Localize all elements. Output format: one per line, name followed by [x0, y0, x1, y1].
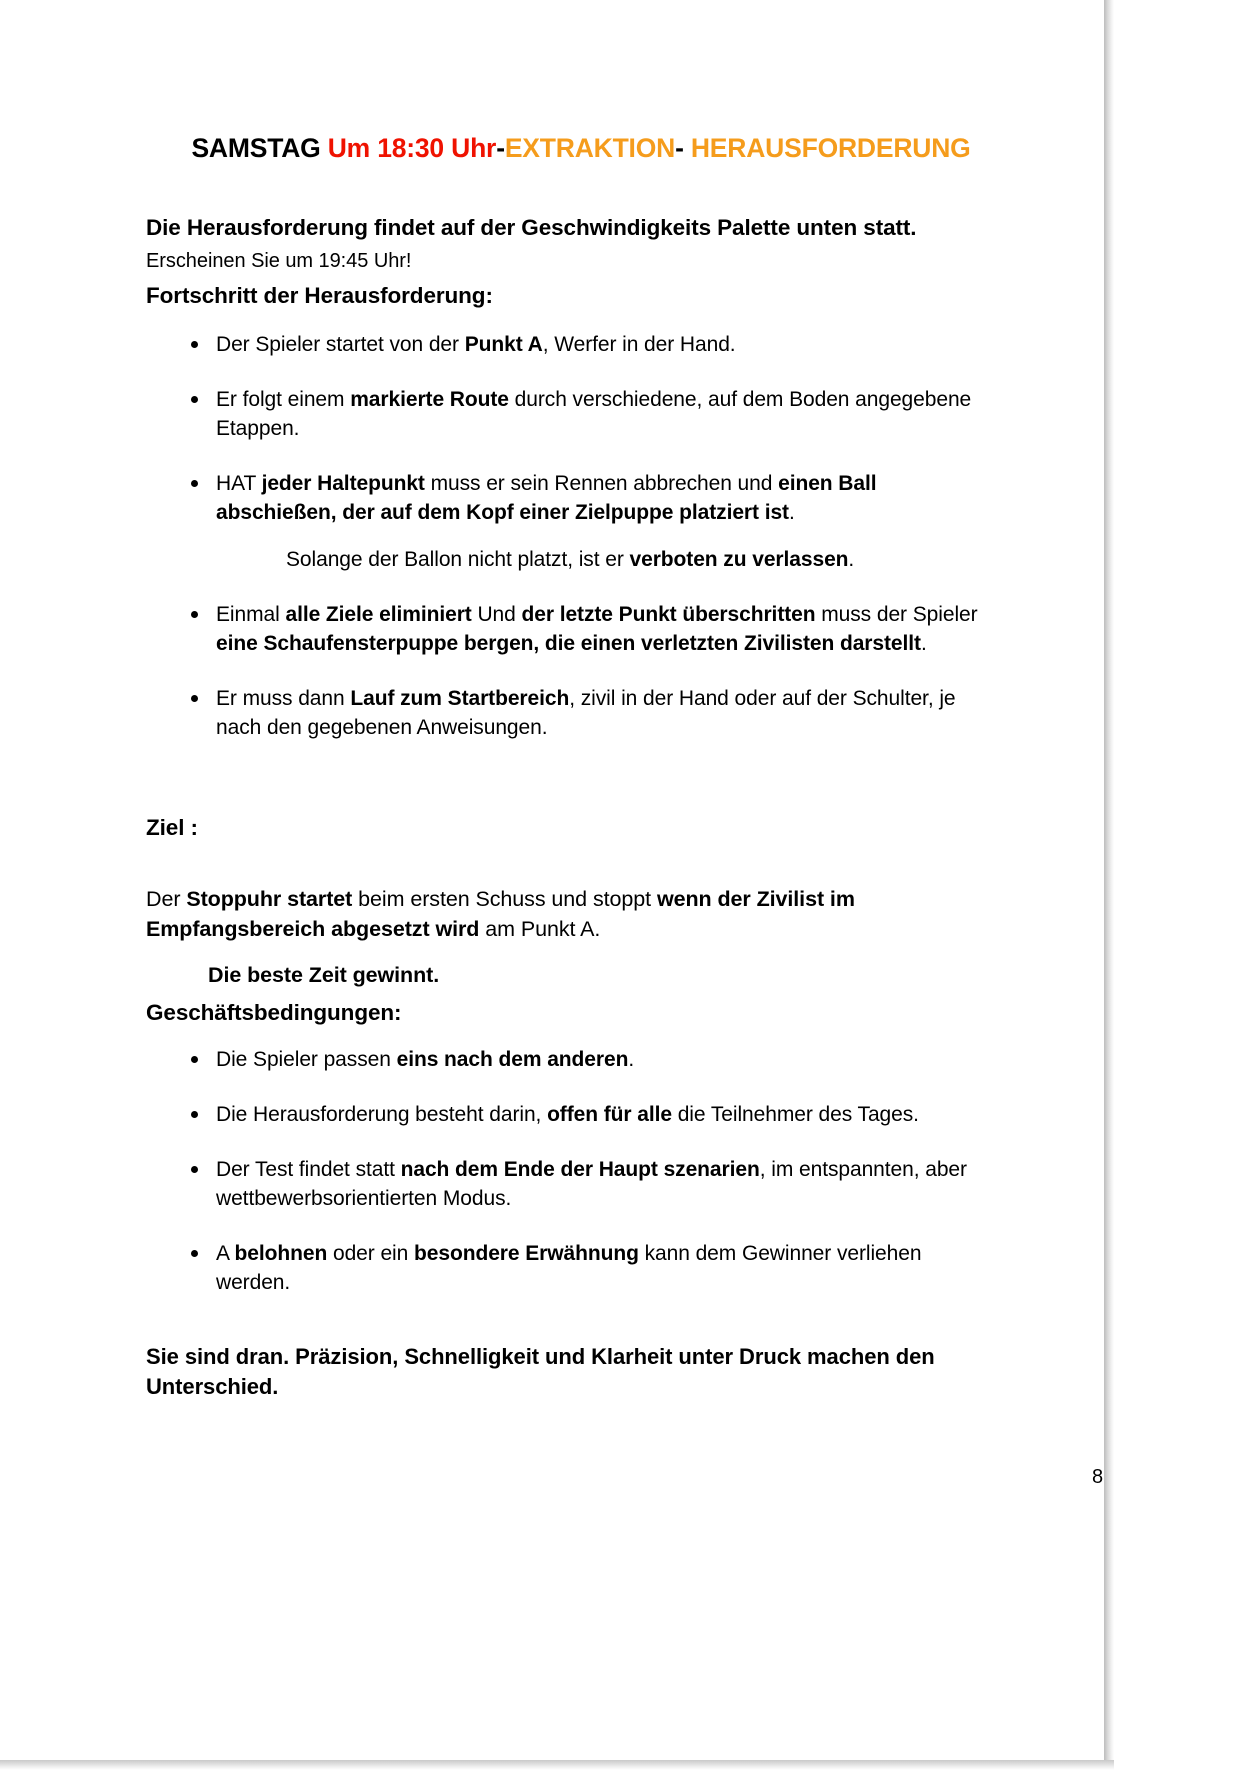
text-run: . [788, 501, 795, 524]
lead-paragraph: Die Herausforderung findet auf der Geschwindigkeits Palette unten statt. [146, 214, 917, 240]
bullet-dot-icon [191, 1111, 198, 1118]
text-run-bold: verboten zu verlassen [629, 548, 849, 571]
text-run-bold: alle Ziele eliminiert [285, 603, 472, 626]
text-run: . [920, 632, 927, 655]
list-item-text [216, 472, 877, 524]
text-run-bold: Punkt A [464, 333, 543, 356]
list-item-text [216, 687, 956, 739]
text-run: A [216, 1242, 235, 1265]
text-run: muss der Spieler [815, 603, 978, 626]
text-run-bold: besondere Erwähnung [414, 1242, 639, 1265]
list-item-text [216, 1103, 919, 1126]
list-item [146, 385, 996, 443]
text-run: Und [471, 603, 522, 626]
text-run-bold: eine Schaufensterpuppe bergen, die einen verletzten Zivilisten darstellt [216, 632, 921, 655]
closing-paragraph: Sie sind dran. Präzision, Schnelligkeit und Klarheit unter Druck machen den Unterschied. [146, 1344, 935, 1399]
list-item-text [216, 1048, 634, 1071]
text-run: Er muss dann [216, 687, 351, 710]
text-run: kann dem Gewinner verliehen werden. [216, 1242, 922, 1294]
title-part-extraktion: EXTRAKTION [504, 133, 676, 163]
text-run: muss er sein Rennen abbrechen und [424, 472, 779, 495]
text-run: Einmal [216, 603, 286, 626]
bullet-dot-icon [191, 1056, 198, 1063]
text-run: Die Herausforderung besteht darin, [216, 1103, 548, 1126]
page-number: 8 [1092, 1466, 1104, 1488]
text-run: . [628, 1048, 635, 1071]
page-edge-right [1104, 0, 1114, 1760]
list-item [146, 1155, 996, 1213]
title-separator-2: - [675, 133, 691, 163]
bullet-dot-icon [191, 396, 198, 403]
text-run-bold: einen Ball abschießen, der auf dem Kopf einer Zielpuppe platziert ist [216, 472, 877, 524]
text-run: , Werfer in der Hand. [542, 333, 736, 356]
text-run-bold: Stoppuhr startet [186, 886, 353, 911]
text-run: Er folgt einem [216, 388, 351, 411]
list-item [146, 1100, 996, 1129]
bullet-dot-icon [191, 341, 198, 348]
text-run-bold: Lauf zum Startbereich [350, 687, 570, 710]
goal-best-time: Die beste Zeit gewinnt. [208, 962, 440, 987]
text-run: oder ein [327, 1242, 414, 1265]
text-run-bold: jeder Haltepunkt [261, 472, 425, 495]
page-title [166, 133, 996, 164]
text-run: , zivil in der Hand oder auf der Schulter, je nach den gegebenen Anweisungen. [216, 687, 956, 739]
page-outer-background [1114, 0, 1260, 1778]
section-heading-progress: Fortschritt der Herausforderung: [146, 283, 493, 308]
text-run-bold: markierte Route [350, 388, 509, 411]
bullet-dot-icon [191, 695, 198, 702]
bullet-dot-icon [191, 1166, 198, 1173]
title-separator-1: - [496, 133, 505, 163]
list-item [146, 600, 996, 658]
text-run: Der Test findet statt [216, 1158, 401, 1181]
list-item [146, 330, 996, 359]
list-item-text [216, 388, 971, 440]
text-run: am Punkt A. [479, 916, 601, 941]
title-part-samstag: SAMSTAG [191, 133, 328, 163]
text-run: HAT [216, 472, 262, 495]
title-part-time: Um 18:30 Uhr [327, 133, 497, 163]
text-run-bold: nach dem Ende der Haupt szenarien [400, 1158, 760, 1181]
bullet-dot-icon [191, 1250, 198, 1257]
subline-paragraph: Erscheinen Sie um 19:45 Uhr! [146, 250, 412, 272]
text-run: Solange der Ballon nicht platzt, ist er [286, 548, 630, 571]
text-run-bold: der letzte Punkt überschritten [521, 603, 816, 626]
text-run-bold: belohnen [234, 1242, 328, 1265]
progress-bullet-list [146, 330, 996, 768]
list-item-text [216, 1158, 967, 1210]
text-run: . [848, 548, 855, 571]
goal-paragraph [146, 884, 996, 944]
list-item [146, 469, 996, 574]
text-run: Der Spieler startet von der [216, 333, 465, 356]
list-item [146, 684, 996, 742]
list-item-text [216, 1242, 921, 1294]
list-item [146, 1239, 996, 1297]
section-heading-goal: Ziel : [146, 815, 198, 840]
page-edge-bottom [0, 1760, 1114, 1770]
list-item [146, 1045, 996, 1074]
text-run: Die Spieler passen [216, 1048, 397, 1071]
list-item-text [216, 333, 736, 356]
text-run: , im entspannten, aber wettbewerbsorientierten Modus. [216, 1158, 967, 1210]
section-heading-terms: Geschäftsbedingungen: [146, 1000, 402, 1025]
title-part-herausforderung: HERAUSFORDERUNG [690, 133, 971, 163]
text-run-bold: wenn der Zivilist im Empfangsbereich abgesetzt wird [146, 886, 855, 941]
text-run: die Teilnehmer des Tages. [671, 1103, 919, 1126]
bullet-dot-icon [191, 611, 198, 618]
text-run: beim ersten Schuss und stoppt [352, 886, 657, 911]
terms-bullet-list [146, 1045, 996, 1323]
text-run: Der [146, 886, 187, 911]
list-item-note [216, 545, 996, 574]
text-run-bold: eins nach dem anderen [396, 1048, 629, 1071]
bullet-dot-icon [191, 480, 198, 487]
text-run-bold: offen für alle [547, 1103, 672, 1126]
list-item-text [216, 603, 978, 655]
text-run: durch verschiedene, auf dem Boden angegebene Etappen. [216, 388, 972, 440]
